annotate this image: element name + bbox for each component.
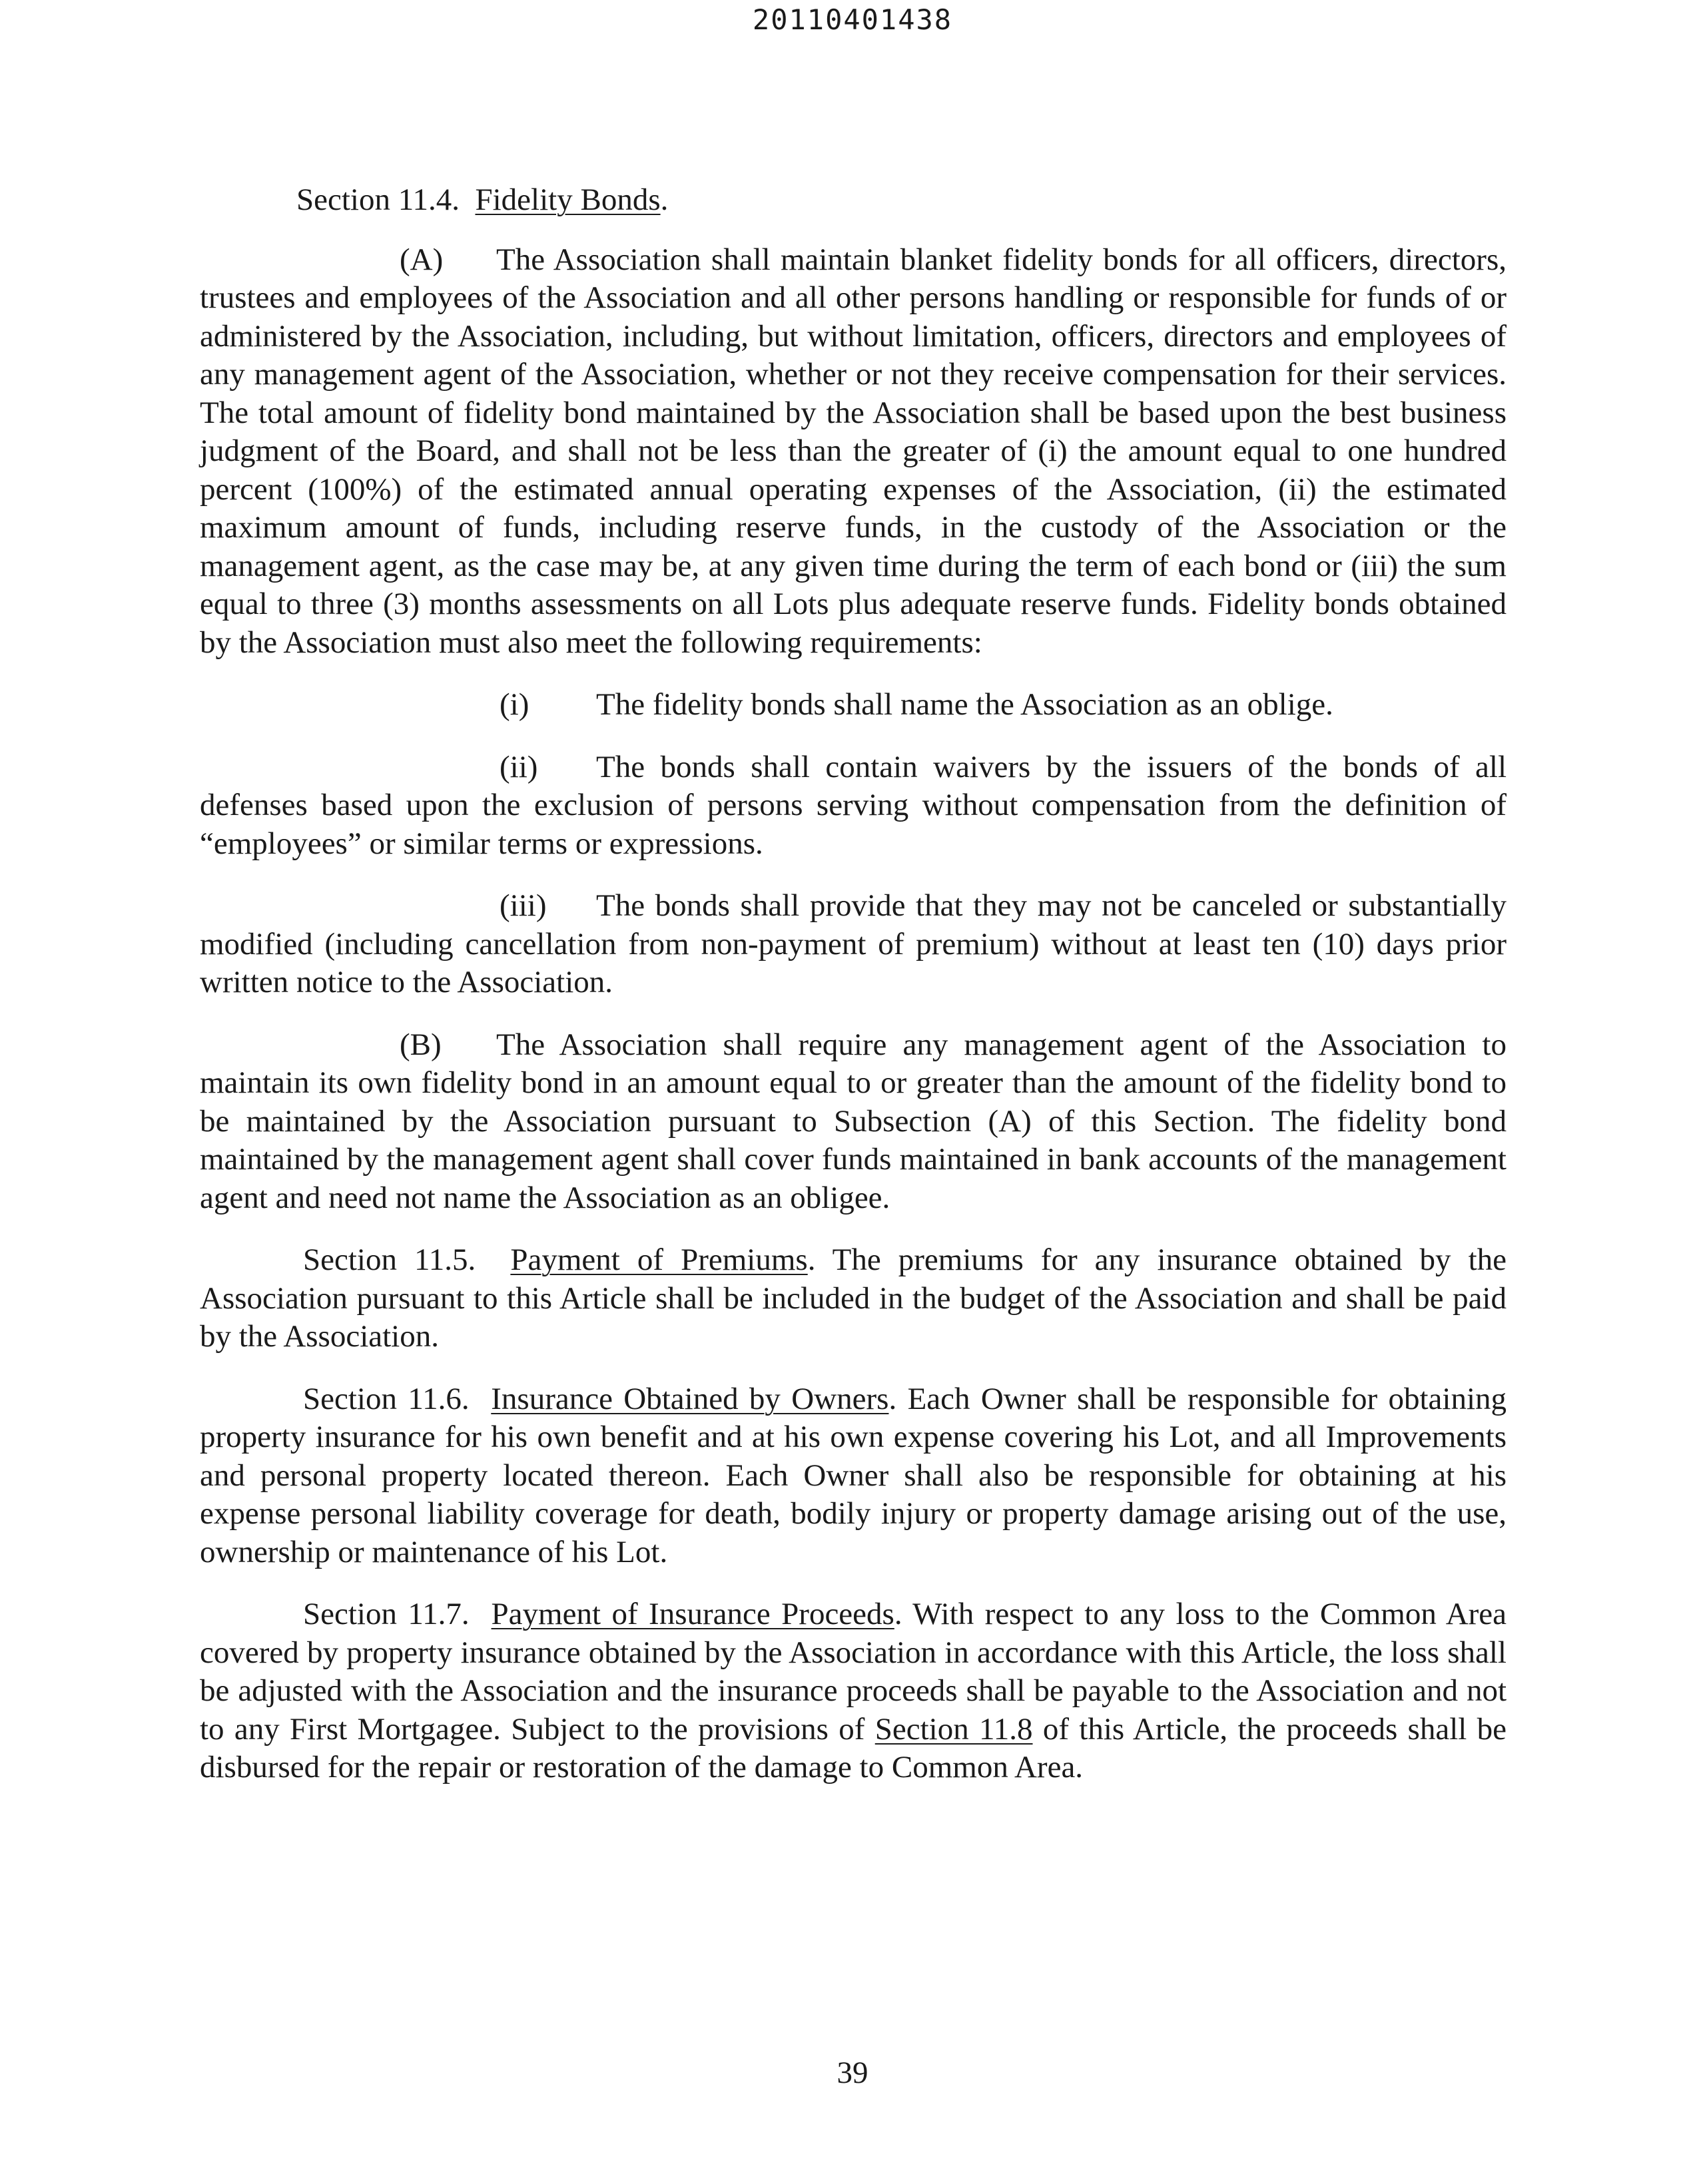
section-title: Fidelity Bonds — [475, 182, 661, 217]
section-11-4-heading: Section 11.4. Fidelity Bonds. — [296, 182, 669, 217]
clause-text: The fidelity bonds shall name the Association as an oblige. — [596, 687, 1333, 722]
subsection-b-paragraph — [200, 1026, 1507, 1218]
section-text: . With respect to any loss to the Common Area covered by property insurance obtained by the Association in accordance with this Article, the loss shall be adjusted with the Association and the insurance proceeds shall be payable to the Association and not to any First Mortgagee. Subject to the provisions of — [200, 1597, 1507, 1747]
clause-iii-paragraph — [200, 887, 1507, 1002]
section-11-7-paragraph — [200, 1595, 1507, 1787]
clause-marker: (ii) — [500, 749, 538, 784]
clause-marker: (i) — [500, 687, 529, 722]
page-number: 39 — [837, 2055, 868, 2090]
clause-text: The bonds shall provide that they may not be canceled or substantially modified (including cancellation from non-payment of premium) without at least ten (10) days prior written notice to the Association. — [200, 888, 1507, 999]
subsection-marker: (A) — [400, 242, 444, 277]
section-title: Payment of Insurance Proceeds — [491, 1597, 894, 1631]
section-label: Section 11.7. — [303, 1597, 470, 1631]
section-cross-reference: Section 11.8 — [874, 1711, 1033, 1747]
section-label: Section 11.5. — [303, 1242, 476, 1277]
section-text: of this Article, the proceeds shall be disbursed for the repair or restoration of the damage to Common Area. — [200, 1711, 1507, 1784]
section-text: . The premiums for any insurance obtained by the Association pursuant to this Article shall be included in the budget of the Association and shall be paid by the Association. — [200, 1242, 1507, 1354]
section-title: Payment of Premiums — [510, 1242, 808, 1277]
subsection-text: The Association shall require any management agent of the Association to maintain its own fidelity bond in an amount equal to or greater than the amount of the fidelity bond to be maintained by the Association pursuant to Subsection (A) of this Section. The fidelity bond maintained by the management agent shall cover funds maintained in bank accounts of the management agent and need not name the Association as an obligee. — [200, 1027, 1507, 1215]
subsection-marker: (B) — [400, 1027, 442, 1062]
subsection-a-paragraph — [200, 241, 1507, 663]
document-number: 20110401438 — [752, 3, 953, 36]
section-11-6-paragraph — [200, 1380, 1507, 1572]
clause-text: The bonds shall contain waivers by the issuers of the bonds of all defenses based upon the exclusion of persons serving without compensation from the definition of “employees” or similar terms or expressions. — [200, 749, 1507, 861]
section-label: Section 11.6. — [303, 1381, 470, 1416]
clause-i-paragraph — [200, 686, 1507, 724]
section-label: Section 11.4. — [296, 182, 460, 217]
section-11-5-paragraph — [200, 1241, 1507, 1356]
subsection-text: The Association shall maintain blanket fidelity bonds for all officers, directors, trustees and employees of the Association and all other persons handling or responsible for funds of or administered by the Association, including, but without limitation, officers, directors and employees of any management agent of the Association, whether or not they receive compensation for their services. The total amount of fidelity bond maintained by the Association shall be based upon the best business judgment of the Board, and shall not be less than the greater of (i) the amount equal to one hundred percent (100%) of the estimated annual operating expenses of the Association, (ii) the estimated maximum amount of funds, including reserve funds, in the custody of the Association or the management agent, as the case may be, at any given time during the term of each bond or (iii) the sum equal to three (3) months assessments on all Lots plus adequate reserve funds. Fidelity bonds obtained by the Association must also meet the following requirements: — [200, 242, 1507, 660]
document-body — [200, 181, 1507, 1811]
section-text: . Each Owner shall be responsible for obtaining property insurance for his own benefit and at his own expense covering his Lot, and all Improvements and personal property located thereon. Each Owner shall also be responsible for obtaining at his expense personal liability coverage for death, bodily injury or property damage arising out of the use, ownership or maintenance of his Lot. — [200, 1381, 1507, 1569]
section-title: Insurance Obtained by Owners — [491, 1381, 889, 1416]
clause-marker: (iii) — [500, 888, 547, 923]
clause-ii-paragraph — [200, 748, 1507, 864]
